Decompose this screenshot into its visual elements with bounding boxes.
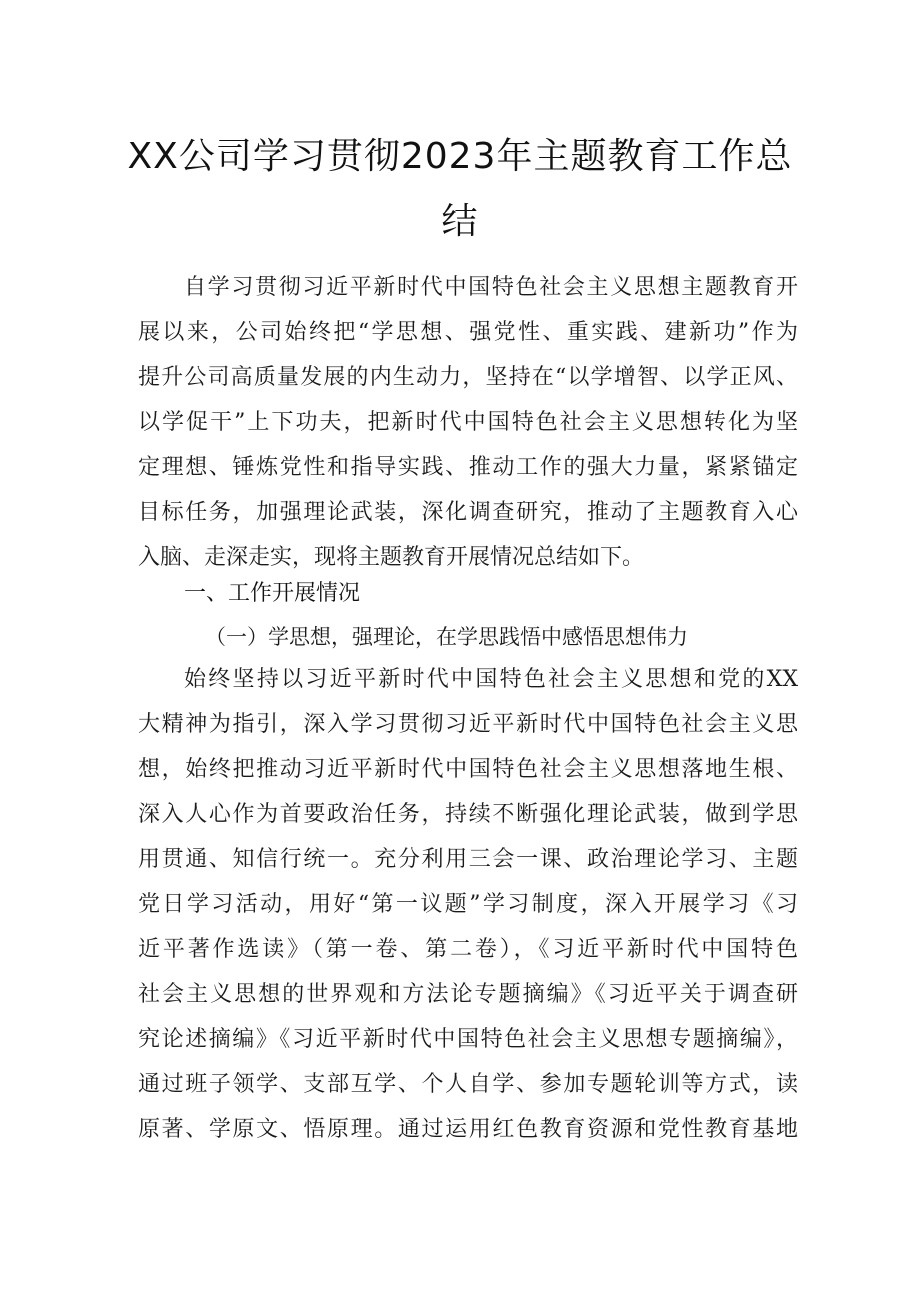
intro-paragraph-line: 展以来，公司始终把“学思想、强党性、重实践、建新功”作为: [138, 320, 798, 345]
body-paragraph-line: 大精神为指引，深入学习贯彻习近平新时代中国特色社会主义思: [138, 712, 798, 737]
body-paragraph-line: 社会主义思想的世界观和方法论专题摘编》《习近平关于调查研: [138, 982, 798, 1007]
body-paragraph-line: 究论述摘编》《习近平新时代中国特色社会主义思想专题摘编》，: [138, 1027, 798, 1052]
body-paragraph-line: 用贯通、知信行统一。充分利用三会一课、政治理论学习、主题: [138, 847, 798, 872]
subsection-heading: （一）学思想，强理论，在学思践悟中感悟思想伟力: [205, 625, 688, 649]
body-paragraph-line: 党日学习活动，用好“第一议题”学习制度，深入开展学习《习: [138, 892, 798, 917]
intro-paragraph-line: 自学习贯彻习近平新时代中国特色社会主义思想主题教育开: [184, 275, 798, 300]
body-paragraph-line: 近平著作选读》（第一卷、第二卷），《习近平新时代中国特色: [138, 937, 798, 962]
intro-paragraph-line: 目标任务，加强理论武装，深化调查研究，推动了主题教育入心: [138, 500, 798, 525]
body-paragraph-line: 始终坚持以习近平新时代中国特色社会主义思想和党的XX: [184, 667, 798, 692]
document-title-line-2: 结: [441, 201, 479, 242]
body-paragraph-line: 原著、学原文、悟原理。通过运用红色教育资源和党性教育基地: [138, 1117, 798, 1142]
document-title-line-1: XX公司学习贯彻2023年主题教育工作总: [127, 136, 793, 177]
section-heading: 一、工作开展情况: [184, 581, 361, 606]
intro-paragraph-line: 提升公司高质量发展的内生动力，坚持在“以学增智、以学正风、: [138, 365, 798, 390]
body-paragraph-line: 深入人心作为首要政治任务，持续不断强化理论武装，做到学思: [138, 802, 798, 827]
body-paragraph-line: 通过班子领学、支部互学、个人自学、参加专题轮训等方式，读: [138, 1072, 798, 1097]
body-paragraph-line: 想，始终把推动习近平新时代中国特色社会主义思想落地生根、: [138, 757, 798, 782]
intro-paragraph-line: 入脑、走深走实，现将主题教育开展情况总结如下。: [138, 545, 645, 570]
intro-paragraph-line: 定理想、锤炼党性和指导实践、推动工作的强大力量，紧紧锚定: [138, 455, 798, 480]
intro-paragraph-line: 以学促干”上下功夫，把新时代中国特色社会主义思想转化为坚: [138, 410, 798, 435]
